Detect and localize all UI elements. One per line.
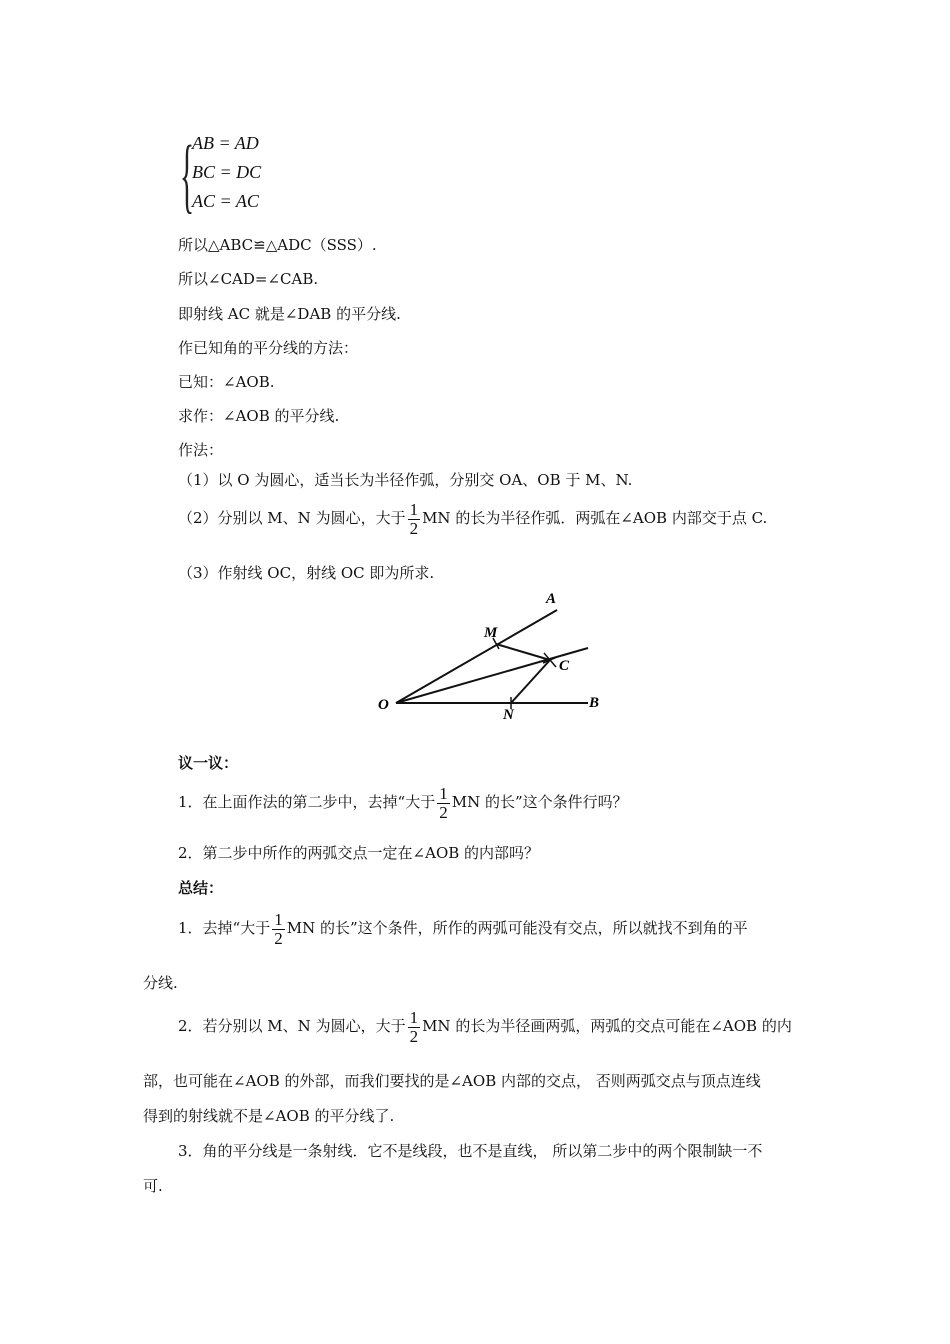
equation-1: AB = AD [192, 133, 259, 153]
discuss-q1 [178, 784, 628, 822]
fraction-half [408, 1009, 421, 1046]
summary-p3-cont: 可. [143, 1177, 163, 1195]
steps-heading: 作法： [178, 441, 224, 459]
summary-p2-start: 2．若分别以 M、N 为圆心，大于 [178, 1017, 406, 1035]
fraction-half [437, 785, 450, 822]
segment-mc [496, 644, 550, 660]
discuss-q1-end: MN 的长”这个条件行吗？ [451, 793, 628, 811]
given-line: 已知：∠AOB. [178, 373, 275, 391]
step-1: （1）以 O 为圆心，适当长为半径作弧，分别交 OA、OB 于 M、N. [178, 471, 633, 489]
fraction-numerator: 1 [439, 783, 448, 803]
equation-3: AC = AC [192, 191, 259, 211]
fraction-numerator: 1 [274, 909, 283, 929]
label-c: C [559, 658, 570, 674]
conclusion-congruent: 所以△ABC≌△ADC（SSS）. [178, 236, 377, 254]
label-n: N [503, 707, 514, 723]
fraction-half [408, 501, 421, 538]
summary-p1-cont: 分线. [143, 974, 178, 992]
summary-p2-end: MN 的长为半径画两弧，两弧的交点可能在∠AOB 的内 [422, 1017, 792, 1035]
fraction-half [272, 911, 285, 948]
conclusion-angle: 所以∠CAD=∠CAB. [178, 270, 319, 288]
ray-oc [396, 648, 588, 703]
construct-line: 求作：∠AOB 的平分线. [178, 407, 340, 425]
summary-p1-start: 1．去掉“大于 [178, 919, 271, 937]
summary-heading: 总结： [178, 879, 224, 897]
summary-p2-cont2: 得到的射线就不是∠AOB 的平分线了. [143, 1107, 395, 1125]
fraction-denominator: 2 [274, 928, 283, 948]
step-3: （3）作射线 OC，射线 OC 即为所求. [178, 564, 435, 582]
summary-p1-end: MN 的长”这个条件，所作的两弧可能没有交点，所以就找不到角的平 [286, 919, 748, 937]
discuss-heading: 议一议： [178, 754, 239, 772]
discuss-q1-start: 1．在上面作法的第二步中，去掉“大于 [178, 793, 436, 811]
angle-bisector-figure [370, 585, 610, 725]
label-m: M [484, 625, 498, 641]
method-heading: 作已知角的平分线的方法： [178, 339, 359, 357]
summary-p2 [178, 1008, 792, 1046]
fraction-denominator: 2 [409, 518, 419, 538]
ray-oa [396, 610, 557, 703]
fraction-denominator: 2 [409, 1026, 419, 1046]
label-o: O [378, 697, 389, 713]
step-2-end: MN 的长为半径作弧．两弧在∠AOB 内部交于点 C. [422, 509, 768, 527]
label-b: B [589, 695, 600, 711]
discuss-q2: 2．第二步中所作的两弧交点一定在∠AOB 的内部吗？ [178, 844, 540, 862]
fraction-numerator: 1 [409, 1007, 419, 1027]
step-2-start: （2）分别以 M、N 为圆心，大于 [178, 509, 406, 527]
summary-p3: 3．角的平分线是一条射线．它不是线段，也不是直线， 所以第二步中的两个限制缺一不 [178, 1142, 763, 1160]
conclusion-bisector: 即射线 AC 就是∠DAB 的平分线. [178, 305, 401, 323]
equation-2: BC = DC [192, 162, 262, 182]
fraction-denominator: 2 [439, 802, 448, 822]
summary-p1 [178, 910, 748, 948]
summary-p2-cont1: 部，也可能在∠AOB 的外部，而我们要找的是∠AOB 内部的交点， 否则两弧交点与顶点连线 [143, 1072, 761, 1090]
step-2 [178, 500, 767, 538]
system-brace: { [180, 129, 195, 222]
label-a: A [546, 591, 557, 607]
segment-nc [511, 660, 550, 703]
fraction-numerator: 1 [409, 499, 419, 519]
